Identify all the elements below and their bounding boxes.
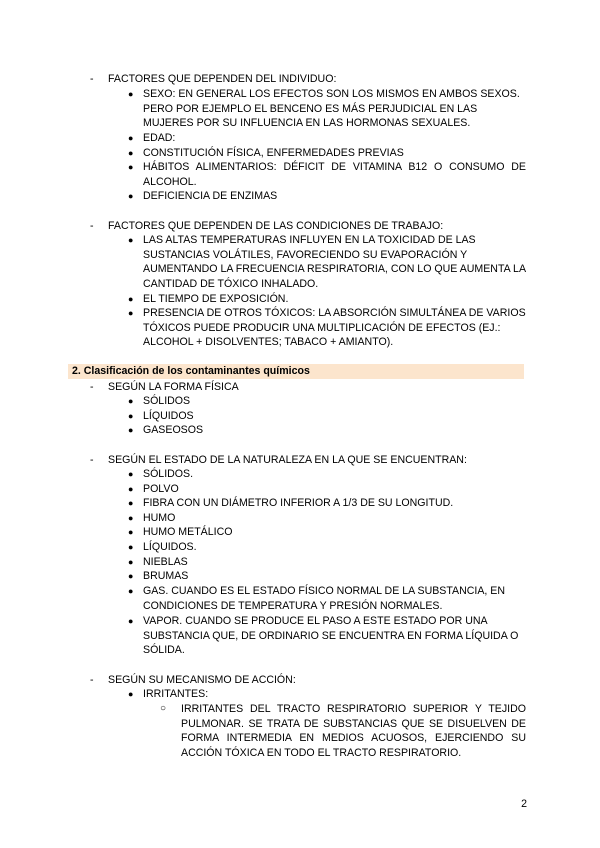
item-text: SÓLIDOS. [143, 468, 194, 480]
item-text: PRESENCIA DE OTROS TÓXICOS: LA ABSORCIÓN SIMULTÁNEA DE VARIOS TÓXICOS PUEDE PRODUCIR UNA MULTIPLICACIÓN DE EFECTOS (EJ.: ALCOHOL + DISOLVENTES; TABACO + AMIANTO). [143, 307, 526, 349]
section-title: SEGÚN EL ESTADO DE LA NATURALEZA EN LA QUE SE ENCUENTRAN: [108, 454, 467, 466]
item-text: LAS ALTAS TEMPERATURAS INFLUYEN EN LA TOXICIDAD DE LAS SUSTANCIAS VOLÁTILES, FAVORECIENDO SU EVAPORACIÓN Y AUMENTANDO LA FRECUENCIA RESPIRATORIA, CON LO QUE AUMENTA LA CANTIDAD DE TÓXICO INHALADO. [143, 234, 526, 291]
item-text: POLVO [143, 483, 179, 495]
list-item [128, 292, 526, 307]
list-item [128, 496, 526, 511]
list-item [128, 160, 526, 189]
dash-bullet: - [90, 454, 94, 466]
item-text: GASEOSOS [143, 424, 204, 436]
list-item [128, 614, 526, 658]
page-number: 2 [521, 798, 527, 810]
list-item [128, 146, 526, 161]
item-text: FIBRA CON UN DIÁMETRO INFERIOR A 1/3 DE SU LONGITUD. [143, 497, 454, 509]
section-title: SEGÚN LA FORMA FÍSICA [108, 381, 239, 393]
bullet-icon: ● [128, 133, 134, 143]
list-item [128, 467, 526, 482]
list-item [128, 555, 526, 570]
section-title: FACTORES QUE DEPENDEN DEL INDIVIDUO: [108, 73, 337, 85]
list-subitem [160, 702, 526, 761]
list-item [128, 584, 526, 613]
item-text: NIEBLAS [143, 556, 188, 568]
dash-bullet: - [90, 73, 94, 85]
dash-bullet: - [90, 220, 94, 232]
bullet-icon: ● [128, 571, 134, 581]
item-text: HUMO METÁLICO [143, 526, 233, 538]
item-text: HUMO [143, 512, 176, 524]
bullet-icon: ● [128, 557, 134, 567]
list-item [128, 131, 526, 146]
bullet-icon: ● [128, 294, 134, 304]
item-text: LÍQUIDOS [143, 410, 194, 422]
bullet-icon: ● [128, 527, 134, 537]
bullet-icon: ● [128, 425, 134, 435]
list-item [128, 87, 526, 131]
item-text: IRRITANTES DEL TRACTO RESPIRATORIO SUPERIOR Y TEJIDO PULMONAR. SE TRATA DE SUBSTANCIAS QUE SE DISUELVEN DE FORMA INTERMEDIA EN MEDIOS ACUOSOS, EJERCIENDO SU ACCIÓN TÓXICA EN TODO EL TRACTO RESPIRATORIO. [181, 703, 526, 760]
dash-bullet: - [90, 674, 94, 686]
bullet-icon: ● [128, 586, 134, 596]
list-item [128, 306, 526, 350]
item-text: CONSTITUCIÓN FÍSICA, ENFERMEDADES PREVIAS [143, 147, 404, 159]
bullet-icon: ● [128, 513, 134, 523]
bullet-icon: ● [128, 689, 134, 699]
list-item [128, 540, 526, 555]
item-text: HÁBITOS ALIMENTARIOS: DÉFICIT DE VITAMINA B12 O CONSUMO DE ALCOHOL. [143, 161, 526, 188]
list-item [128, 687, 526, 702]
bullet-icon: ● [128, 411, 134, 421]
bullet-icon: ● [128, 191, 134, 201]
bullet-icon: ● [128, 616, 134, 626]
bullet-icon: ● [128, 148, 134, 158]
bullet-icon: ● [128, 542, 134, 552]
bullet-icon: ● [128, 89, 134, 99]
section-title: FACTORES QUE DEPENDEN DE LAS CONDICIONES DE TRABAJO: [108, 220, 444, 232]
bullet-icon: ● [128, 162, 134, 172]
item-text: LÍQUIDOS. [143, 541, 197, 553]
bullet-icon: ● [128, 469, 134, 479]
bullet-icon: ● [128, 498, 134, 508]
item-text: GAS. CUANDO ES EL ESTADO FÍSICO NORMAL DE LA SUBSTANCIA, EN CONDICIONES DE TEMPERATURA Y PRESIÓN NORMALES. [143, 585, 506, 612]
list-item [128, 394, 526, 409]
item-text: BRUMAS [143, 570, 189, 582]
item-text: SÓLIDOS [143, 395, 191, 407]
section-title: SEGÚN SU MECANISMO DE ACCIÓN: [108, 674, 296, 686]
list-item [128, 482, 526, 497]
bullet-icon: ● [128, 235, 134, 245]
list-item [128, 525, 526, 540]
item-text: EDAD: [143, 132, 176, 144]
list-item [128, 233, 526, 292]
dash-bullet: - [90, 381, 94, 393]
item-text: EL TIEMPO DE EXPOSICIÓN. [143, 293, 289, 305]
item-text: IRRITANTES: [143, 688, 209, 700]
item-text: VAPOR. CUANDO SE PRODUCE EL PASO A ESTE ESTADO POR UNA SUBSTANCIA QUE, DE ORDINARIO SE ENCUENTRA EN FORMA LÍQUIDA O SÓLIDA. [143, 615, 519, 657]
bullet-icon: ● [128, 396, 134, 406]
list-item [128, 189, 526, 204]
section-heading: 2. Clasificación de los contaminantes químicos [68, 364, 524, 379]
bullet-icon: ● [128, 308, 134, 318]
hollow-bullet-icon: ○ [160, 703, 167, 714]
bullet-icon: ● [128, 484, 134, 494]
item-text: DEFICIENCIA DE ENZIMAS [143, 190, 278, 202]
list-item [128, 511, 526, 526]
list-item [128, 423, 526, 438]
list-item [128, 409, 526, 424]
item-text: SEXO: EN GENERAL LOS EFECTOS SON LOS MISMOS EN AMBOS SEXOS. PERO POR EJEMPLO EL BENCENO ES MÁS PERJUDICIAL EN LAS MUJERES POR SU INFLUENCIA EN LAS HORMONAS SEXUALES. [143, 88, 520, 130]
list-item [128, 569, 526, 584]
